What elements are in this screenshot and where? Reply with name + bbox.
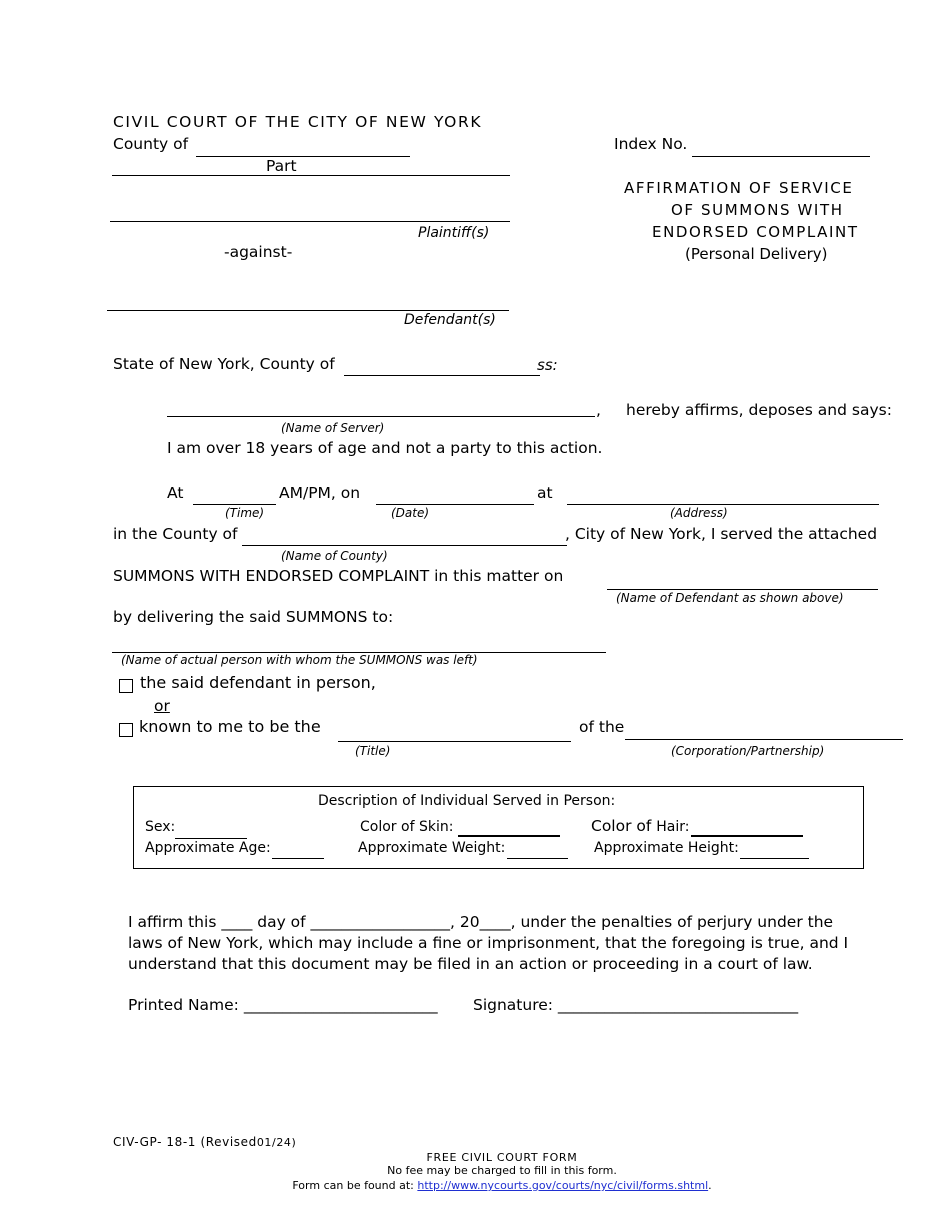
index-label: Index No. [614, 135, 688, 153]
found-at-label: Form can be found at: [292, 1179, 414, 1192]
time-field-line[interactable] [193, 504, 276, 505]
ampm-label: AM/PM, on [279, 484, 361, 502]
corp-caption: (Corporation/Partnership) [671, 744, 825, 758]
title-line-1: AFFIRMATION OF SERVICE [624, 179, 854, 197]
address-caption: (Address) [670, 506, 728, 520]
county-name-line[interactable] [242, 545, 567, 546]
summons-label: SUMMONS WITH ENDORSED COMPLAINT in this matter on [113, 567, 564, 585]
height-field-line[interactable] [740, 858, 809, 859]
time-caption: (Time) [225, 506, 265, 520]
weight-label: Approximate Weight: [358, 840, 506, 856]
sex-label: Sex: [145, 819, 176, 835]
plaintiff-field-line[interactable] [110, 221, 510, 222]
index-field-line[interactable] [692, 156, 870, 157]
corporation-field-line[interactable] [625, 739, 903, 740]
county-label: County of [113, 135, 189, 153]
defendant-field-line[interactable] [107, 310, 509, 311]
at2-label: at [537, 484, 553, 502]
plaintiff-label: Plaintiff(s) [418, 225, 490, 241]
court-name: CIVIL COURT OF THE CITY OF NEW YORK [113, 113, 483, 131]
title-line-4: (Personal Delivery) [685, 245, 828, 263]
forms-url-link[interactable]: http://www.nycourts.gov/courts/nyc/civil/forms.shtml [417, 1179, 709, 1192]
defendant-name-caption: (Name of Defendant as shown above) [616, 591, 844, 605]
hair-label [591, 817, 690, 835]
height-label: Approximate Height: [594, 840, 739, 856]
defendant-name-line[interactable] [607, 589, 878, 590]
affirmation-line-1: I affirm this ____ day of __________________, 20____, under the penalties of perjury under the [128, 913, 834, 931]
state-county-label: State of New York, County of [113, 355, 335, 373]
defendant-in-person-checkbox[interactable] [119, 679, 133, 693]
part-label: Part [266, 157, 297, 175]
option-known-label: known to me to be the [139, 717, 321, 736]
against-label: -against- [224, 243, 293, 261]
title-line-3: ENDORSED COMPLAINT [652, 223, 859, 241]
title-line-2: OF SUMMONS WITH [671, 201, 844, 219]
county-caption: (Name of County) [281, 549, 388, 563]
age-label: Approximate Age: [145, 840, 271, 856]
hair-label-main: Color of [591, 817, 652, 835]
affirmation-line-2: laws of New York, which may include a fine or imprisonment, that the foregoing is true, and I [128, 934, 849, 952]
or-label: or [154, 697, 170, 715]
county-field-line[interactable] [196, 156, 410, 157]
form-id-number: CIV-GP- 18-1 (Revised [113, 1135, 257, 1149]
delivering-label: by delivering the said SUMMONS to: [113, 608, 394, 626]
server-name-line[interactable] [167, 416, 595, 417]
signature-field[interactable]: Signature: _______________________________ [473, 996, 799, 1014]
skin-field-line[interactable] [458, 835, 560, 837]
hair-label-small: Hair: [656, 819, 690, 835]
printed-name-field[interactable]: Printed Name: _________________________ [128, 996, 438, 1014]
no-fee-label: No fee may be charged to fill in this form. [387, 1164, 617, 1177]
date-field-line[interactable] [376, 504, 534, 505]
in-county-label: in the County of [113, 525, 238, 543]
free-form-label: FREE CIVIL COURT FORM [426, 1151, 578, 1164]
of-the-label: of the [579, 718, 625, 736]
age-field-line[interactable] [272, 858, 324, 859]
known-to-me-checkbox[interactable] [119, 723, 133, 737]
part-field-line[interactable] [112, 175, 510, 176]
at-label: At [167, 484, 184, 502]
hair-field-line[interactable] [691, 835, 803, 837]
person-caption: (Name of actual person with whom the SUMMONS was left) [121, 653, 478, 667]
city-label: , City of New York, I served the attached [565, 525, 878, 543]
option-in-person-label: the said defendant in person, [140, 673, 376, 692]
venue-county-line[interactable] [344, 375, 540, 376]
defendant-label: Defendant(s) [404, 312, 496, 328]
sex-field-line[interactable] [175, 838, 247, 839]
title-field-line[interactable] [338, 741, 571, 742]
age-statement: I am over 18 years of age and not a party to this action. [167, 439, 603, 457]
form-id [113, 1135, 296, 1149]
date-caption: (Date) [391, 506, 430, 520]
weight-field-line[interactable] [507, 858, 568, 859]
url-period: . [708, 1179, 712, 1192]
description-heading: Description of Individual Served in Person: [318, 793, 616, 809]
server-comma: , [596, 401, 601, 419]
ss-label: ss: [537, 356, 558, 374]
address-field-line[interactable] [567, 504, 879, 505]
title-caption: (Title) [355, 744, 391, 758]
affirmation-line-3: understand that this document may be filed in an action or proceeding in a court of law. [128, 955, 813, 973]
server-name-caption: (Name of Server) [281, 421, 385, 435]
skin-label: Color of Skin: [360, 819, 454, 835]
affirms-label: hereby affirms, deposes and says: [626, 401, 892, 419]
form-location [0, 1179, 950, 1192]
form-revision: 01/24) [256, 1136, 297, 1149]
